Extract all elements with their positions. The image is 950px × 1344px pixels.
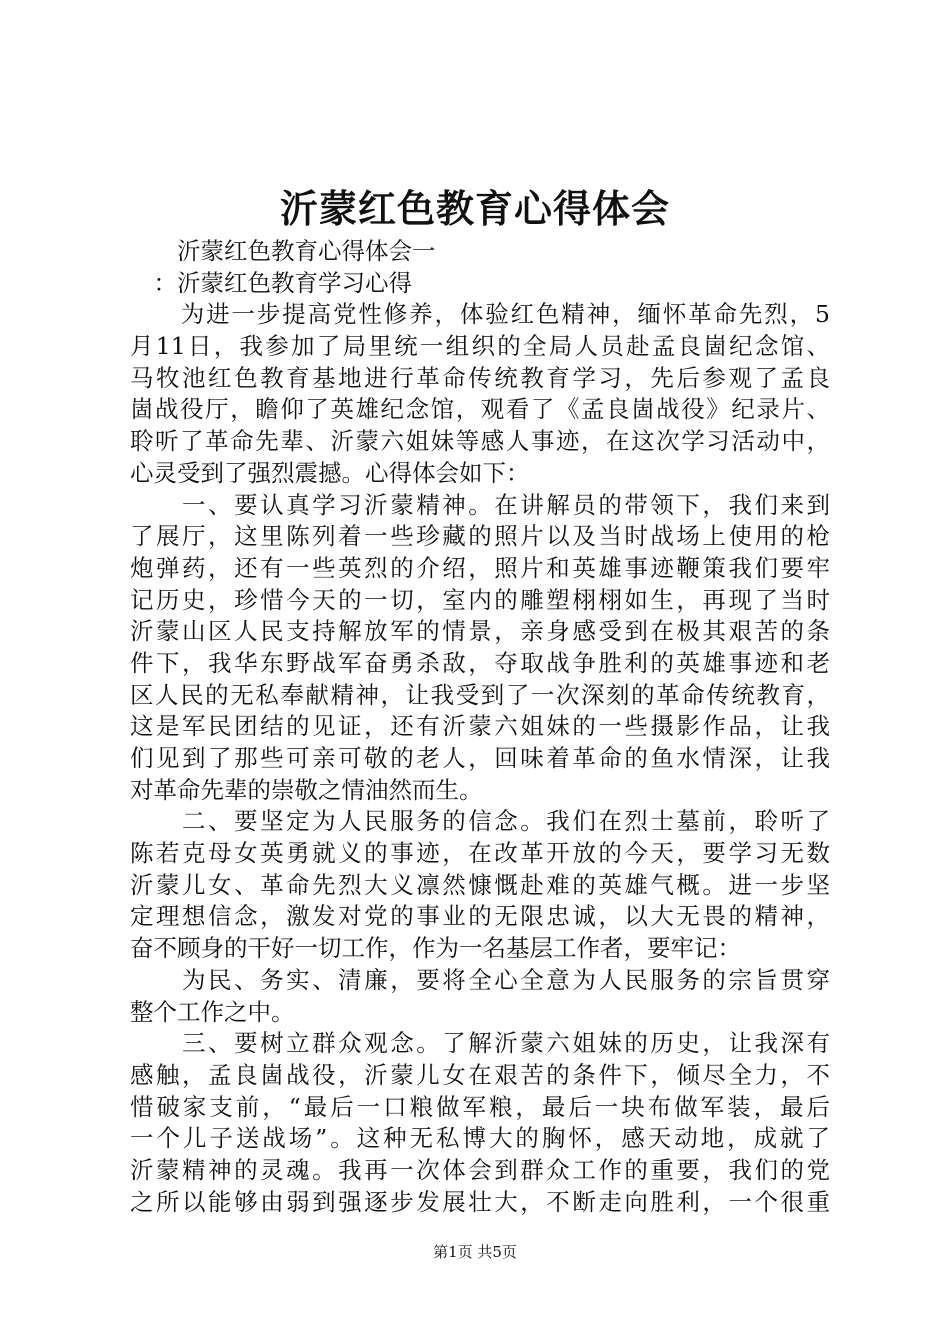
body-line: 为进一步提高党性修养，体验红色精神，缅怀革命先烈，5 — [130, 300, 830, 329]
body-line: 惜破家支前，“最后一口粮做军粮，最后一块布做军装，最后 — [130, 1092, 830, 1121]
document-title: 沂蒙红色教育心得体会 — [279, 186, 670, 231]
body-line: 们见到了那些可亲可敬的老人，回味着革命的鱼水情深，让我 — [130, 744, 830, 772]
body-line: 二、要坚定为人民服务的信念。我们在烈士墓前，聆听了 — [130, 807, 830, 836]
page-footer: 第1页 共5页 — [433, 1243, 517, 1261]
body-line: 了展厅，这里陈列着一些珍藏的照片以及当时战场上使用的枪 — [130, 522, 830, 551]
body-line: 崮战役厅，瞻仰了英雄纪念馆，观看了《孟良崮战役》纪录片、 — [130, 395, 830, 424]
body-line: 沂蒙红色教育心得体会一 — [130, 237, 436, 265]
body-line: 之所以能够由弱到强逐步发展壮大，不断走向胜利，一个很重 — [130, 1187, 830, 1216]
body-line: 聆听了革命先辈、沂蒙六姐妹等感人事迹，在这次学习活动中， — [130, 427, 830, 456]
body-line: 区人民的无私奉献精神，让我受到了一次深刻的革命传统教育， — [130, 680, 830, 709]
body-line: 炮弹药，还有一些英烈的介绍，照片和英雄事迹鞭策我们要牢 — [130, 553, 830, 582]
body-line: 定理想信念，激发对党的事业的无限忠诚，以大无畏的精神， — [130, 902, 830, 931]
body-line: 件下，我华东野战军奋勇杀敌，夺取战争胜利的英雄事迹和老 — [130, 648, 830, 677]
document-body — [130, 236, 830, 1218]
body-line: 一、要认真学习沂蒙精神。在讲解员的带领下，我们来到 — [130, 490, 830, 519]
body-line: 整个工作之中。 — [130, 997, 295, 1026]
body-line: 三、要树立群众观念。了解沂蒙六姐妹的历史，让我深有 — [130, 1029, 830, 1058]
body-line: 沂蒙山区人民支持解放军的情景，亲身感受到在极其艰苦的条 — [130, 617, 830, 646]
body-line: 感触，孟良崮战役，沂蒙儿女在艰苦的条件下，倾尽全力，不 — [130, 1060, 830, 1089]
body-line: 马牧池红色教育基地进行革命传统教育学习，先后参观了孟良 — [130, 363, 830, 392]
body-line: 心灵受到了强烈震撼。心得体会如下： — [130, 458, 530, 487]
body-line: 月11日，我参加了局里统一组织的全局人员赴孟良崮纪念馆、 — [130, 332, 830, 361]
body-line: 这是军民团结的见证，还有沂蒙六姐妹的一些摄影作品，让我 — [130, 712, 830, 741]
body-line: 为民、务实、清廉，要将全心全意为人民服务的宗旨贯穿 — [130, 965, 830, 994]
body-line: 沂蒙儿女、革命先烈大义凛然慷慨赴难的英雄气概。进一步坚 — [130, 870, 830, 899]
body-line: 一个儿子送战场”。这种无私博大的胸怀，感天动地，成就了 — [130, 1124, 830, 1153]
body-line: 沂蒙精神的灵魂。我再一次体会到群众工作的重要，我们的党 — [130, 1155, 830, 1184]
body-line: 奋不顾身的干好一切工作，作为一名基层工作者，要牢记： — [130, 934, 741, 963]
body-line: 记历史，珍惜今天的一切，室内的雕塑栩栩如生，再现了当时 — [130, 585, 830, 614]
body-line: 陈若克母女英勇就义的事迹，在改革开放的今天，要学习无数 — [130, 839, 830, 868]
body-line: 对革命先辈的崇敬之情油然而生。 — [130, 775, 483, 804]
body-line: ：沂蒙红色教育学习心得 — [130, 268, 412, 297]
